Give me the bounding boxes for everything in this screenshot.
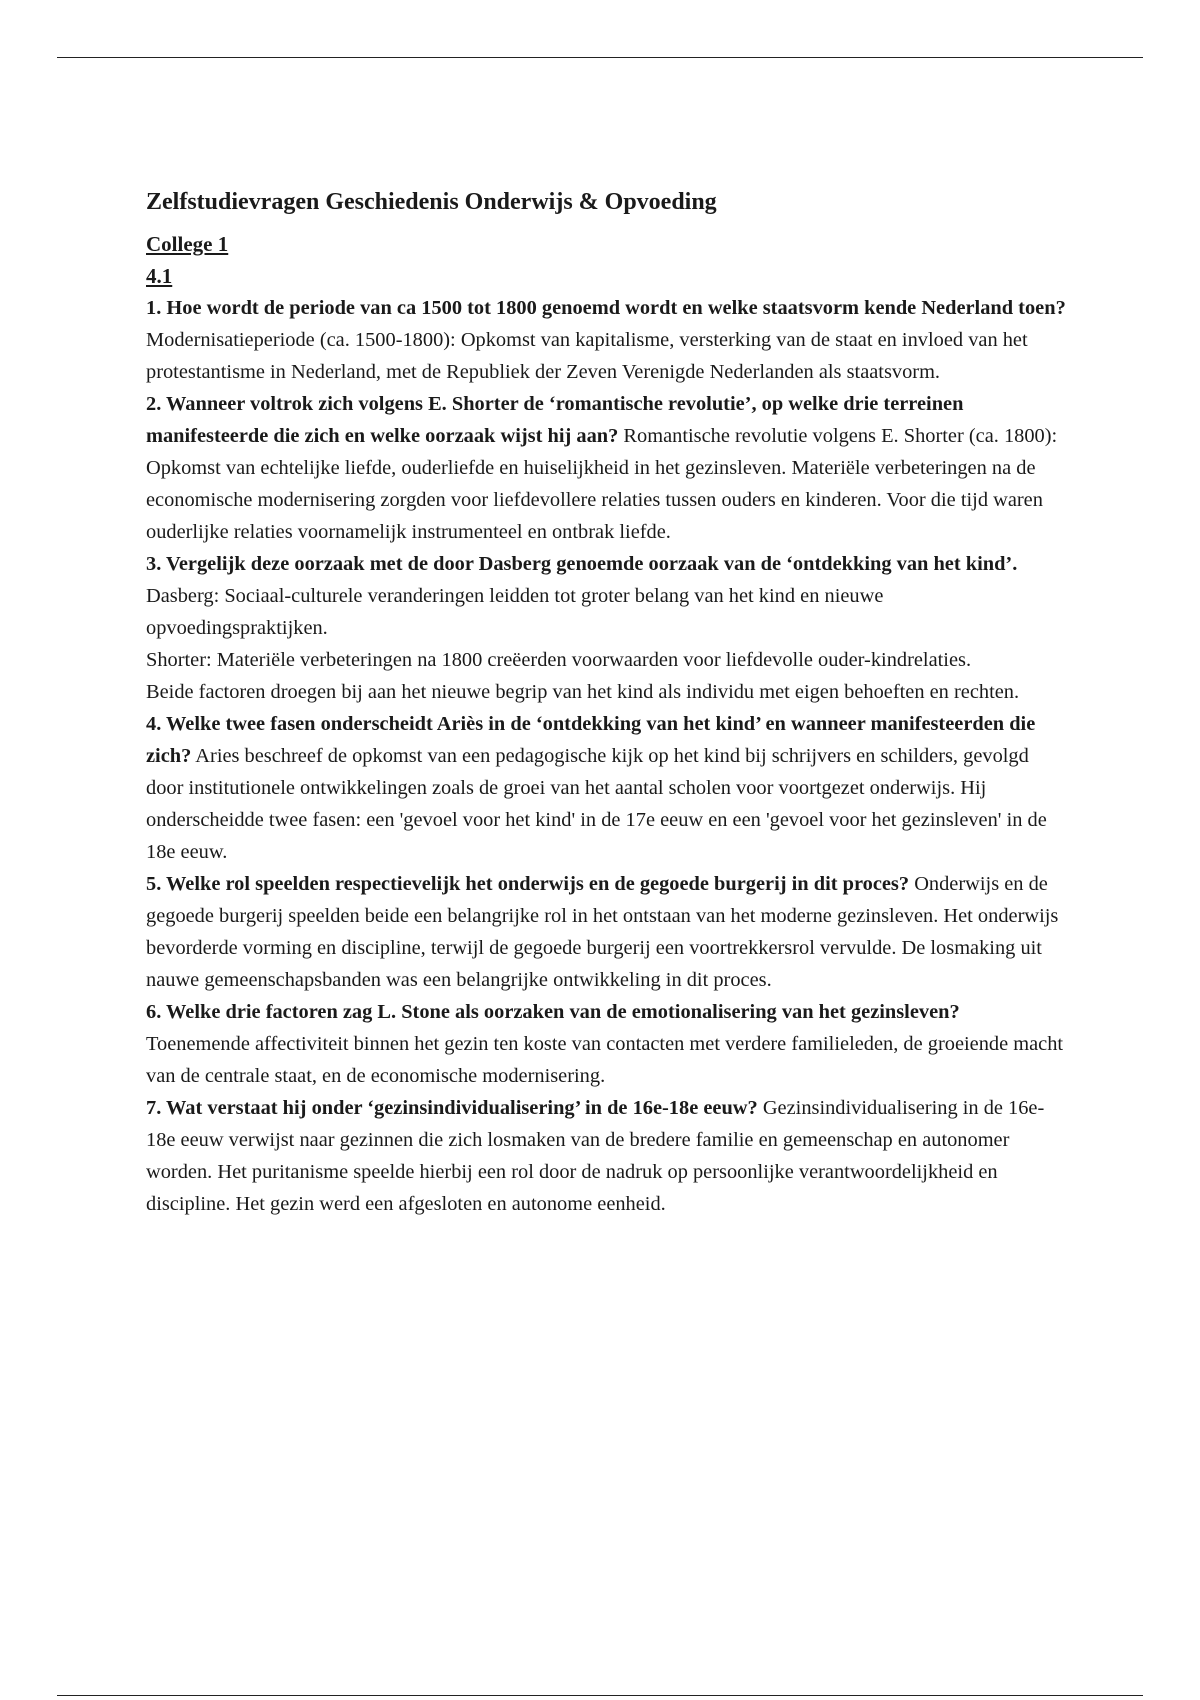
bottom-rule: [57, 1695, 1143, 1696]
question-text: 1. Hoe wordt de periode van ca 1500 tot 1800 genoemd wordt en welke staatsvorm kende Nederland toen?: [146, 297, 1066, 319]
document-title: Zelfstudievragen Geschiedenis Onderwijs & Opvoeding: [146, 189, 717, 215]
question-text: 3. Vergelijk deze oorzaak met de door Dasberg genoemde oorzaak van de ‘ontdekking van het kind’.: [146, 553, 1018, 575]
document-body: [146, 186, 1066, 1220]
qa-item-4: [146, 708, 1066, 868]
answer-text: Dasberg: Sociaal-culturele veranderingen leidden tot groter belang van het kind en nieuwe opvoedingspraktijken.: [146, 585, 884, 639]
question-text: 7. Wat verstaat hij onder ‘gezinsindividualisering’ in de 16e-18e eeuw?: [146, 1097, 758, 1119]
question-text: 2. Wanneer voltrok zich volgens E. Shorter de ‘romantische revolutie’, op welke drie terreinen manifesteerde die zich en welke oorzaak wijst hij aan?: [146, 393, 964, 447]
qa-item-6: [146, 996, 1066, 1092]
qa-item-2: [146, 388, 1066, 548]
question-text: 4. Welke twee fasen onderscheidt Ariès in de ‘ontdekking van het kind’ en wanneer manifesteerden die zich?: [146, 713, 1036, 767]
qa-item-7: [146, 1092, 1066, 1220]
qa-item-3: [146, 548, 1066, 644]
answer-text: Modernisatieperiode (ca. 1500-1800): Opkomst van kapitalisme, versterking van de staat en invloed van het protestantisme in Nederland, met de Republiek der Zeven Verenigde Nederlanden als staatsvorm.: [146, 329, 1028, 383]
answer-text: Toenemende affectiviteit binnen het gezin ten koste van contacten met verdere familieleden, de groeiende macht van de centrale staat, en de economische modernisering.: [146, 1033, 1064, 1087]
answer-paragraph: Shorter: Materiële verbeteringen na 1800 creëerden voorwaarden voor liefdevolle ouder-kindrelaties.: [146, 649, 972, 671]
college-heading: College 1: [146, 232, 229, 256]
answer-text: Aries beschreef de opkomst van een pedagogische kijk op het kind bij schrijvers en schilders, gevolgd door institutionele ontwikkelingen zoals de groei van het aantal scholen voor voortgezet onderwijs. Hij onderscheidde twee fasen: een 'gevoel voor het kind' in de 17e eeuw en een 'gevoel voor het gezinsleven' in de 18e eeuw.: [146, 745, 1047, 863]
qa-item-1: [146, 292, 1066, 388]
question-text: 6. Welke drie factoren zag L. Stone als oorzaken van de emotionalisering van het gezinsleven?: [146, 1001, 960, 1023]
answer-text: Onderwijs en de gegoede burgerij speelden beide een belangrijke rol in het ontstaan van het moderne gezinsleven. Het onderwijs bevorderde vorming en discipline, terwijl de gegoede burgerij een voortrekkersrol vervulde. De losmaking uit nauwe gemeenschapsbanden was een belangrijke ontwikkeling in dit proces.: [146, 873, 1059, 991]
section-heading: 4.1: [146, 264, 173, 288]
answer-text: Gezinsindividualisering in de 16e-18e eeuw verwijst naar gezinnen die zich losmaken van de bredere familie en gemeenschap en autonomer worden. Het puritanisme speelde hierbij een rol door de nadruk op persoonlijke verantwoordelijkheid en discipline. Het gezin werd een afgesloten en autonome eenheid.: [146, 1097, 1045, 1215]
question-text: 5. Welke rol speelden respectievelijk het onderwijs en de gegoede burgerij in dit proces?: [146, 873, 910, 895]
qa-item-5: [146, 868, 1066, 996]
answer-paragraph: Beide factoren droegen bij aan het nieuwe begrip van het kind als individu met eigen behoeften en rechten.: [146, 681, 1020, 703]
top-rule: [57, 57, 1143, 58]
answer-text: Romantische revolutie volgens E. Shorter (ca. 1800): Opkomst van echtelijke liefde, ouderliefde en huiselijkheid in het gezinsleven. Materiële verbeteringen na de economische modernisering zorgden voor liefdevollere relaties tussen ouders en kinderen. Voor die tijd waren ouderlijke relaties voornamelijk instrumenteel en ontbrak liefde.: [146, 425, 1058, 543]
